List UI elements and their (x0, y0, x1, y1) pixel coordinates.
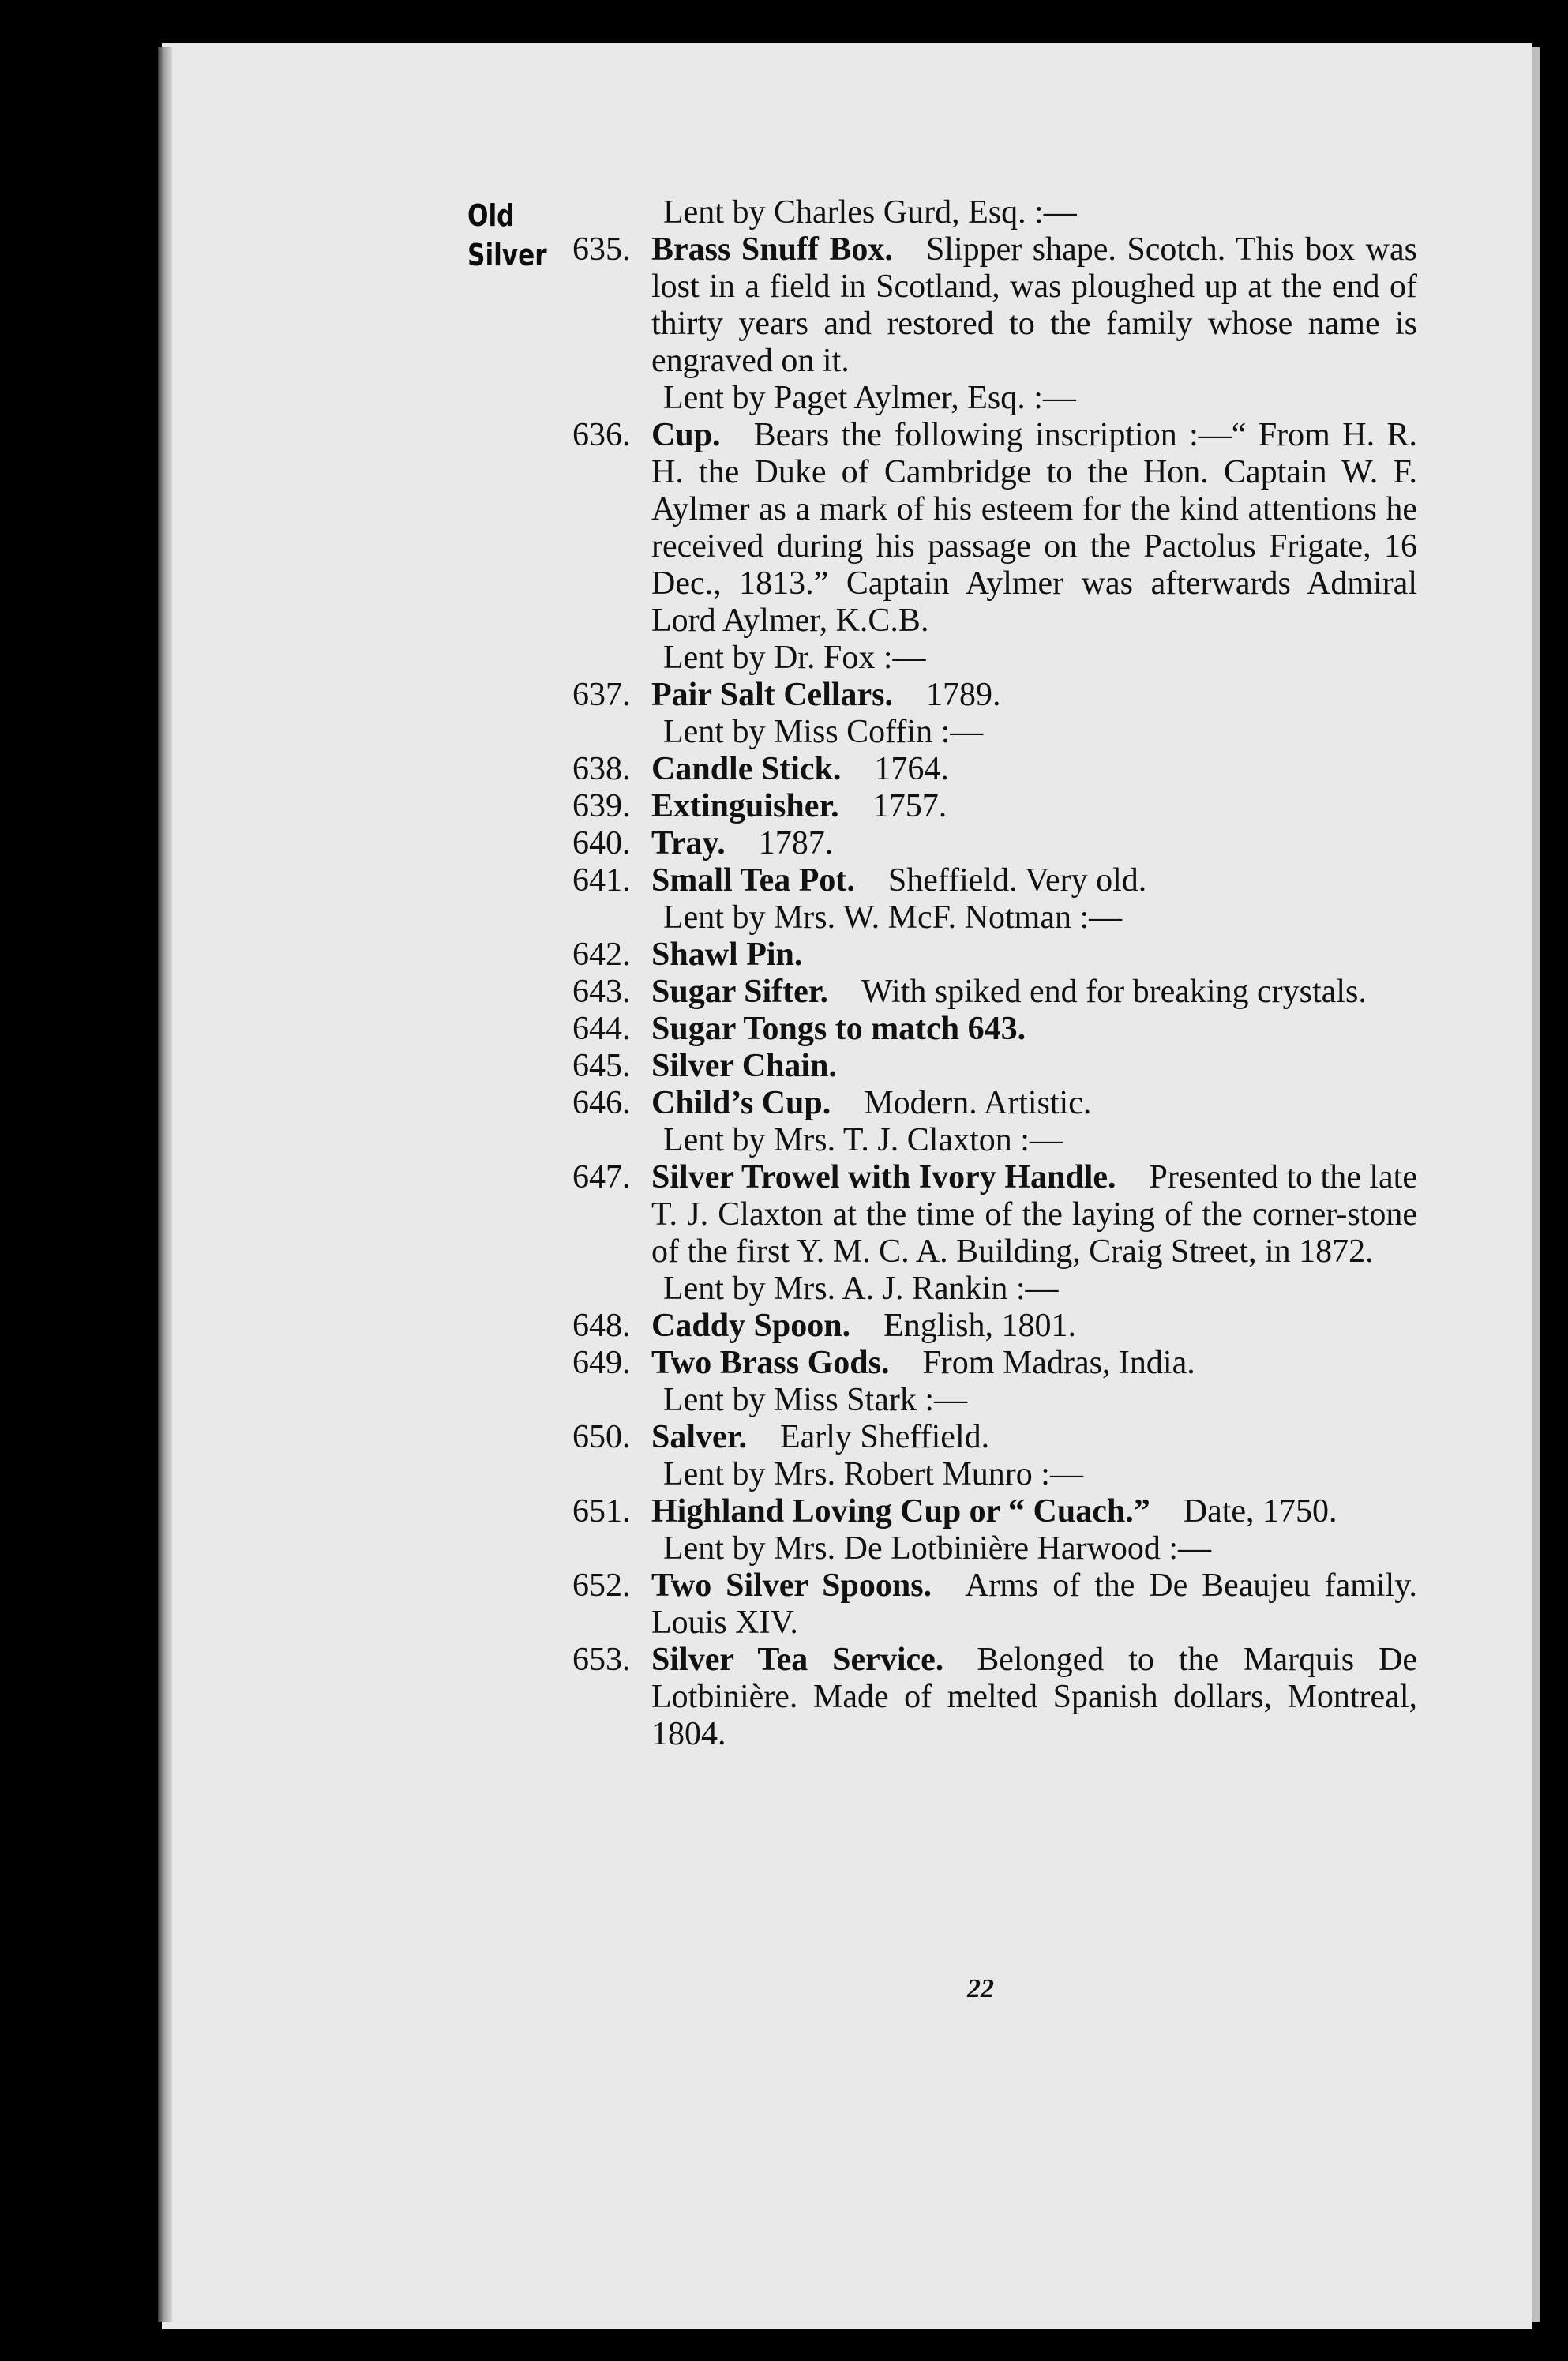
entry-number: 639. (572, 788, 631, 824)
lender-line: Lent by Paget Aylmer, Esq. :— (663, 380, 1076, 416)
entry-title: Cup. (651, 417, 721, 453)
entry-number: 650. (572, 1419, 631, 1455)
catalogue-entry (572, 751, 1417, 788)
entry-body (651, 937, 1417, 974)
entry-title: Silver Chain. (651, 1048, 837, 1084)
entry-description: 1757. (872, 788, 947, 824)
entry-title: Small Tea Pot. (651, 862, 855, 899)
catalogue-entry (572, 1642, 1417, 1753)
entry-body (651, 788, 1417, 825)
entry-body (651, 974, 1417, 1011)
entry-number: 641. (572, 862, 631, 899)
entry-title: Silver Tea Service. (651, 1642, 944, 1678)
entry-title: Sugar Sifter. (651, 974, 829, 1010)
entry-body (651, 1011, 1417, 1048)
lender-line: Lent by Dr. Fox :— (663, 640, 926, 676)
entry-title: Two Silver Spoons. (651, 1567, 932, 1604)
entry-title: Two Brass Gods. (651, 1345, 890, 1381)
entry-title: Pair Salt Cellars. (651, 677, 894, 713)
entry-description: Sheffield. Very old. (887, 862, 1147, 899)
catalogue-entry (572, 231, 1417, 380)
entry-body (651, 231, 1417, 380)
lender-line: Lent by Charles Gurd, Esq. :— (663, 194, 1077, 231)
margin-heading-line-1: Old (467, 198, 515, 233)
entry-title: Salver. (651, 1419, 747, 1455)
entry-description: Presented to the late T. J. Claxton at the time of the laying of the corner-stone of the first Y. M. C. A. Building, Craig Street, in 1872. (651, 1159, 1417, 1270)
entry-body (651, 1493, 1417, 1530)
entry-body (651, 417, 1417, 640)
entry-title: Highland Loving Cup or “ Cuach.” (651, 1493, 1150, 1530)
entry-number: 638. (572, 751, 631, 787)
catalogue-entry (572, 862, 1417, 899)
entry-description: 1764. (874, 751, 949, 787)
entry-description: Belonged to the Marquis De Lotbinière. Made of melted Spanish dollars, Montreal, 1804. (651, 1642, 1418, 1752)
catalogue-list (572, 194, 1417, 1753)
catalogue-entry (572, 1567, 1417, 1642)
entry-description: From Madras, India. (922, 1345, 1195, 1381)
entry-title: Brass Snuff Box. (651, 231, 893, 268)
entry-description: Arms of the De Beaujeu family. Louis XIV. (651, 1567, 1417, 1641)
margin-heading-line-2: Silver (467, 238, 547, 272)
entry-title: Candle Stick. (651, 751, 842, 787)
entry-body (651, 677, 1417, 714)
entry-number: 651. (572, 1493, 631, 1530)
entry-body (651, 1567, 1417, 1642)
entry-number: 645. (572, 1048, 631, 1084)
lender-line: Lent by Mrs. W. McF. Notman :— (663, 899, 1123, 936)
entry-number: 648. (572, 1308, 631, 1344)
entry-number: 636. (572, 417, 631, 453)
entry-number: 653. (572, 1642, 631, 1678)
entry-description: Bears the following inscription :—“ From H. R. H. the Duke of Cambridge to the Hon. Captain W. F. Aylmer as a mark of his esteem for the kind attentions he received during his passage on the Pactolus Frigate, 16 Dec., 1813.” Captain Aylmer was afterwards Admiral Lord Aylmer, K.C.B. (651, 417, 1417, 639)
lender-line: Lent by Mrs. Robert Munro :— (663, 1456, 1083, 1492)
entry-body (651, 862, 1417, 899)
entry-body (651, 1085, 1417, 1122)
entry-body (651, 1159, 1417, 1271)
page-number: 22 (967, 1974, 994, 2003)
entry-description: 1789. (926, 677, 1001, 713)
entry-title: Shawl Pin. (651, 937, 803, 973)
catalogue-entry (572, 1011, 1417, 1048)
entry-description: Slipper shape. Scotch. This box was lost in a field in Scotland, was ploughed up at the end of thirty years and restored to the family whose name is engraved on it. (651, 231, 1417, 379)
entry-title: Child’s Cup. (651, 1085, 831, 1121)
catalogue-entry (572, 974, 1417, 1011)
catalogue-entry (572, 677, 1417, 714)
entry-body (651, 1345, 1417, 1382)
catalogue-entry (572, 1419, 1417, 1456)
entry-number: 646. (572, 1085, 631, 1121)
lender-line: Lent by Mrs. T. J. Claxton :— (663, 1122, 1063, 1158)
entry-title: Extinguisher. (651, 788, 839, 824)
margin-heading (467, 196, 547, 275)
entry-body (651, 1419, 1417, 1456)
entry-number: 640. (572, 825, 631, 861)
catalogue-entry (572, 788, 1417, 825)
entry-body (651, 1642, 1417, 1753)
catalogue-entry (572, 1048, 1417, 1085)
page-right-edge (1532, 47, 1540, 2322)
entry-description: Date, 1750. (1183, 1493, 1337, 1530)
entry-number: 644. (572, 1011, 631, 1047)
lender-line: Lent by Mrs. A. J. Rankin :— (663, 1271, 1059, 1307)
entry-title: Caddy Spoon. (651, 1308, 851, 1344)
entry-number: 647. (572, 1159, 631, 1196)
entry-body (651, 751, 1417, 788)
catalogue-entry (572, 417, 1417, 640)
entry-description: Modern. Artistic. (864, 1085, 1092, 1121)
entry-number: 637. (572, 677, 631, 713)
entry-title: Silver Trowel with Ivory Handle. (651, 1159, 1116, 1196)
catalogue-entry (572, 937, 1417, 974)
book-binding-edge (158, 47, 172, 2322)
entry-description: Early Sheffield. (779, 1419, 990, 1455)
catalogue-entry (572, 1308, 1417, 1345)
entry-number: 642. (572, 937, 631, 973)
catalogue-entry (572, 825, 1417, 862)
entry-number: 652. (572, 1567, 631, 1604)
entry-number: 649. (572, 1345, 631, 1381)
entry-body (651, 825, 1417, 862)
lender-line: Lent by Mrs. De Lotbinière Harwood :— (663, 1530, 1212, 1567)
lender-line: Lent by Miss Stark :— (663, 1382, 967, 1418)
entry-number: 635. (572, 231, 631, 268)
catalogue-entry (572, 1159, 1417, 1271)
catalogue-entry (572, 1493, 1417, 1530)
entry-title: Sugar Tongs to match 643. (651, 1011, 1026, 1047)
entry-number: 643. (572, 974, 631, 1010)
entry-title: Tray. (651, 825, 726, 861)
entry-description: English, 1801. (883, 1308, 1076, 1344)
entry-body (651, 1048, 1417, 1085)
lender-line: Lent by Miss Coffin :— (663, 714, 984, 750)
entry-body (651, 1308, 1417, 1345)
catalogue-entry (572, 1345, 1417, 1382)
catalogue-entry (572, 1085, 1417, 1122)
entry-description: 1787. (758, 825, 834, 861)
entry-description: With spiked end for breaking crystals. (861, 974, 1367, 1010)
